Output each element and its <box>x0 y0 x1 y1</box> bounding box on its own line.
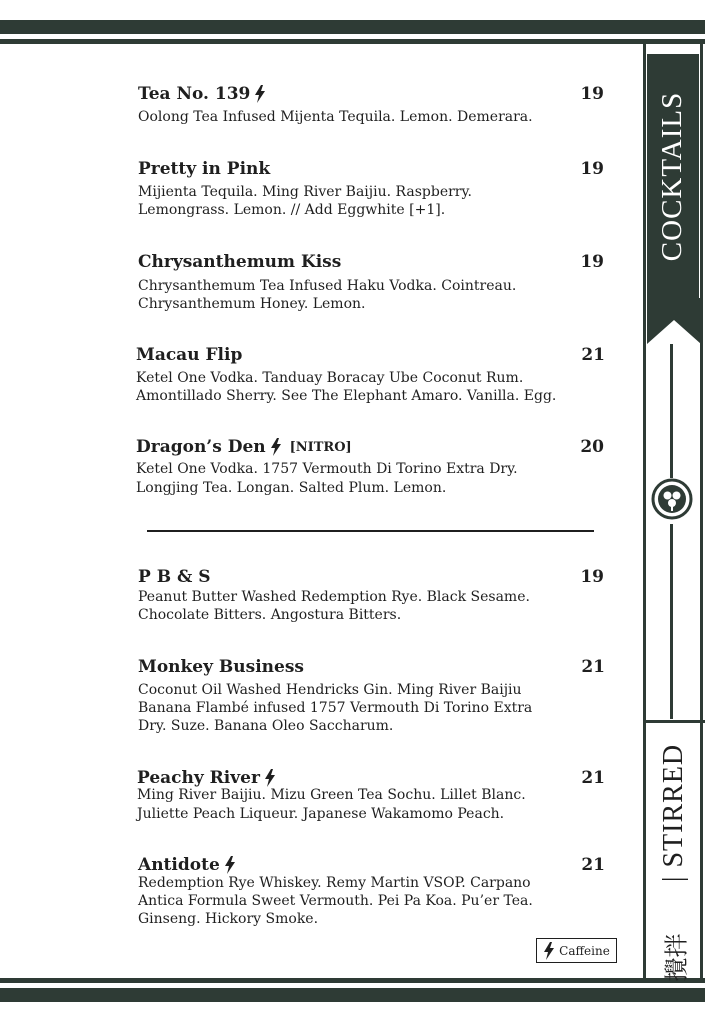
menu-item-title <box>138 84 266 104</box>
section-label-chinese-text: 攪拌 <box>662 933 691 981</box>
menu-item-desc-line: Ketel One Vodka. 1757 Vermouth Di Torino Extra Dry. <box>136 461 518 477</box>
menu-item-name: Tea No. 139 <box>138 84 251 104</box>
menu-item-desc-line: Lemongrass. Lemon. // Add Eggwhite [+1]. <box>138 202 446 218</box>
caffeine-legend <box>536 938 617 963</box>
menu-item-desc-line: Amontillado Sherry. See The Elephant Amaro. Vanilla. Egg. <box>136 388 557 404</box>
menu-item-desc-line: Peanut Butter Washed Redemption Rye. Black Sesame. <box>138 589 530 605</box>
section-label-cocktails <box>647 54 699 298</box>
menu-item-name: Pretty in Pink <box>138 159 271 179</box>
menu-item-desc-line: Juliette Peach Liqueur. Japanese Wakamomo Peach. <box>137 806 505 822</box>
menu-item-tag: [NITRO] <box>289 439 352 455</box>
menu-item-desc-line: Longjing Tea. Longan. Salted Plum. Lemon. <box>136 480 447 496</box>
clover-icon <box>651 478 693 520</box>
bottom-border-thin <box>0 978 705 983</box>
side-center-line-bottom <box>670 524 673 719</box>
menu-item-name: Dragon’s Den <box>136 437 266 457</box>
menu-item-name: Chrysanthemum Kiss <box>138 252 342 272</box>
menu-item-price: 21 <box>581 657 605 677</box>
top-border-thick <box>0 20 705 34</box>
menu-item-desc-line: Oolong Tea Infused Mijenta Tequila. Lemon. Demerara. <box>138 109 533 125</box>
menu-item-price: 19 <box>580 567 604 587</box>
top-border-thin <box>0 39 705 44</box>
menu-item-title <box>137 768 276 788</box>
menu-item-desc-line: Chrysanthemum Honey. Lemon. <box>138 296 366 312</box>
side-separator <box>643 720 705 723</box>
side-rule-left <box>643 44 646 978</box>
section-divider <box>147 530 594 532</box>
menu-item-title <box>138 567 211 587</box>
menu-item-price: 19 <box>580 84 604 104</box>
menu-item-desc-line: Antica Formula Sweet Vermouth. Pei Pa Koa. Pu’er Tea. <box>138 893 533 909</box>
bottom-border-thick <box>0 988 705 1002</box>
menu-item-desc-line: Ginseng. Hickory Smoke. <box>138 911 319 927</box>
menu-item-desc-line: Chocolate Bitters. Angostura Bitters. <box>138 607 402 623</box>
menu-item-desc-line: Redemption Rye Whiskey. Remy Martin VSOP. Carpano <box>138 875 531 891</box>
side-rule-right <box>700 44 703 978</box>
menu-item-name: P B & S <box>138 567 211 587</box>
menu-item-price: 21 <box>581 855 605 875</box>
menu-item-title <box>136 345 242 365</box>
menu-item-price: 21 <box>581 768 605 788</box>
menu-item-desc-line: Coconut Oil Washed Hendricks Gin. Ming River Baijiu <box>138 682 522 698</box>
menu-item-price: 19 <box>580 252 604 272</box>
menu-item-desc-line: Ketel One Vodka. Tanduay Boracay Ube Coconut Rum. <box>136 370 524 386</box>
lightning-bolt-icon <box>543 942 555 960</box>
menu-item-name: Monkey Business <box>138 657 304 677</box>
menu-item-price: 21 <box>581 345 605 365</box>
lightning-bolt-icon <box>224 856 236 874</box>
lightning-bolt-icon <box>264 769 276 787</box>
menu-item-title <box>138 159 270 179</box>
menu-item-price: 20 <box>580 437 604 457</box>
section-label-stirred-text: | STIRRED <box>658 743 689 883</box>
lightning-bolt-icon <box>270 438 282 456</box>
menu-item-title <box>138 657 304 677</box>
menu-item-desc-line: Dry. Suze. Banana Oleo Saccharum. <box>138 718 394 734</box>
lightning-bolt-icon <box>254 85 266 103</box>
menu-item-title <box>138 252 341 272</box>
menu-item-title <box>138 855 236 875</box>
menu-item-name: Antidote <box>138 855 220 875</box>
menu-item-price: 19 <box>580 159 604 179</box>
menu-item-desc-line: Mijienta Tequila. Ming River Baijiu. Raspberry. <box>138 184 473 200</box>
menu-item-desc-line: Chrysanthemum Tea Infused Haku Vodka. Cointreau. <box>138 278 517 294</box>
section-label-cocktails-text: COCKTAILS <box>656 91 689 261</box>
side-center-line-top <box>670 344 673 478</box>
menu-item-name: Peachy River <box>137 768 260 788</box>
menu-item-desc-line: Banana Flambé infused 1757 Vermouth Di Torino Extra <box>138 700 533 716</box>
caffeine-legend-label: Caffeine <box>559 943 610 958</box>
menu-item-desc-line: Ming River Baijiu. Mizu Green Tea Sochu. Lillet Blanc. <box>137 787 526 803</box>
section-label-chinese <box>651 902 697 1012</box>
menu-item-name: Macau Flip <box>136 345 243 365</box>
menu-item-title <box>136 437 352 457</box>
chevron-down-icon <box>643 298 705 348</box>
section-label-stirred <box>651 728 697 898</box>
side-panel <box>643 44 705 981</box>
